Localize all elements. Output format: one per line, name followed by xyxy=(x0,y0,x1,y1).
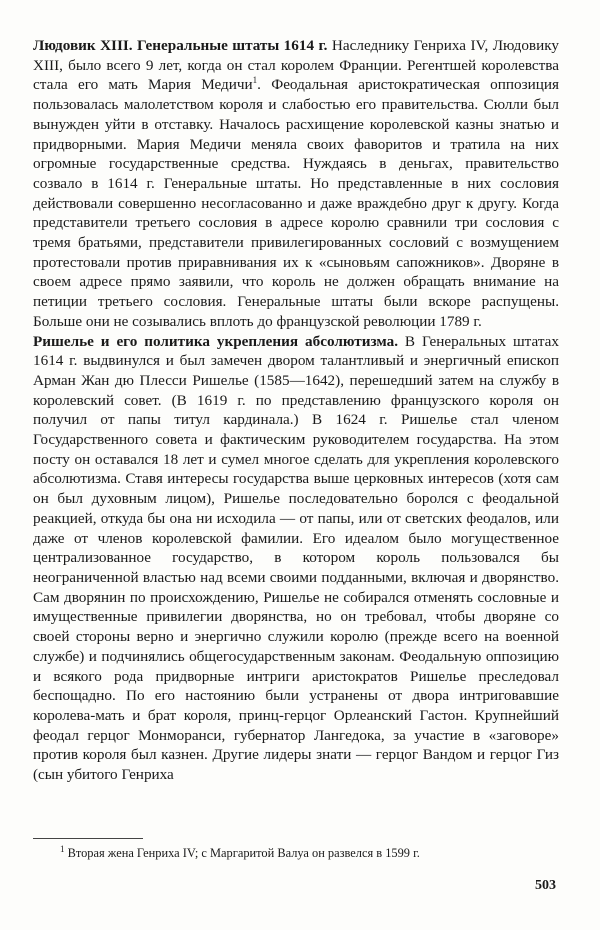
paragraph-text: В Генеральных штатах 1614 г. выдвинулся и был замечен двором талантливый и энергичный епископ Арман Жан дю Плесси Ришелье (1585—1642), перешедший затем на службу в королевский совет. (В 1619 г. по представлению французского короля он получил от папы титул кардинала.) В 1624 г. Ришелье стал членом Государственного совета и фактическим руководителем государства. На этом посту он оставался 18 лет и сумел многое сделать для укрепления королевского абсолютизма. Ставя интересы государства выше церковных интересов (хотя сам он был духовным лицом), Ришелье последовательно боролся с феодальной реакцией, откуда бы она ни исходила — от папы, или от светских феодалов, или даже от членов королевской фамилии. Его идеалом было могущественное централизованное государство, в котором король пользовался бы неограниченной властью над всеми своими подданными, включая и дворянство. Сам дворянин по происхождению, Ришелье не собирался отменять сословные и имущественные привилегии дворянства, но он требовал, чтобы дворяне со своей стороны верно и энергично служили королю (прежде всего на военной службе) и подчинялись общегосударственным законам. Феодальную оппозицию и всякого рода придворные интриги аристократов Ришелье преследовал беспощадно. По его настоянию были устранены от двора интриговавшие королева-мать и брат короля, принц-герцог Орлеанский Гастон. Крупнейший феодал герцог Монморанси, губернатор Лангедока, за участие в «заговоре» против короля был казнен. Другие лидеры знати — герцог Вандом и герцог Гиз (сын убитого Генриха xyxy=(33,332,559,784)
footnote-mark: 1 xyxy=(60,843,65,854)
footnote-divider xyxy=(33,838,143,839)
page-number: 503 xyxy=(535,878,556,893)
paragraph-heading: Людовик XIII. Генеральные штаты 1614 г. xyxy=(33,37,328,54)
paragraph-text: . Феодальная аристократическая оппозиция пользовалась малолетством короля и слабостью его правительства. Сюлли был вынужден уйти в отставку. Началось расхищение королевской казны знатью и придворными. Мария Медичи меняла своих фаворитов и тратила на них огромные государственные средства. Нуждаясь в деньгах, правительство созвало в 1614 г. Генеральные штаты. Но представленные в них сословия действовали совершенно несогласованно и даже враждебно друг к другу. Когда представители третьего сословия в адресе королю сравнили три сословия с тремя братьями, представители привилегированных сословий с возмущением протестовали против приравнивания их к «сыновьям сапожников». Дворяне в своем адресе прямо заявили, что король не должен обращать внимание на петиции третьего сословия. Генеральные штаты были вскоре распущены. Больше они не созывались вплоть до французской революции 1789 г. xyxy=(33,76,559,330)
paragraph-louis-xiii xyxy=(33,36,559,332)
paragraph-text: Наследнику Генриха IV, Людовику XIII, было всего 9 лет, когда он стал королем Франции. Регентшей королевства стала его мать Мария Медичи xyxy=(33,37,559,94)
body-text xyxy=(33,36,559,785)
paragraph-heading: Ришелье и его политика укрепления абсолютизма. xyxy=(33,332,398,350)
paragraph-richelieu xyxy=(33,332,559,785)
footnote-text: Вторая жена Генриха IV; с Маргаритой Валуа он развелся в 1599 г. xyxy=(64,846,420,860)
footnote xyxy=(60,843,560,861)
footnote-reference: 1 xyxy=(252,75,258,86)
